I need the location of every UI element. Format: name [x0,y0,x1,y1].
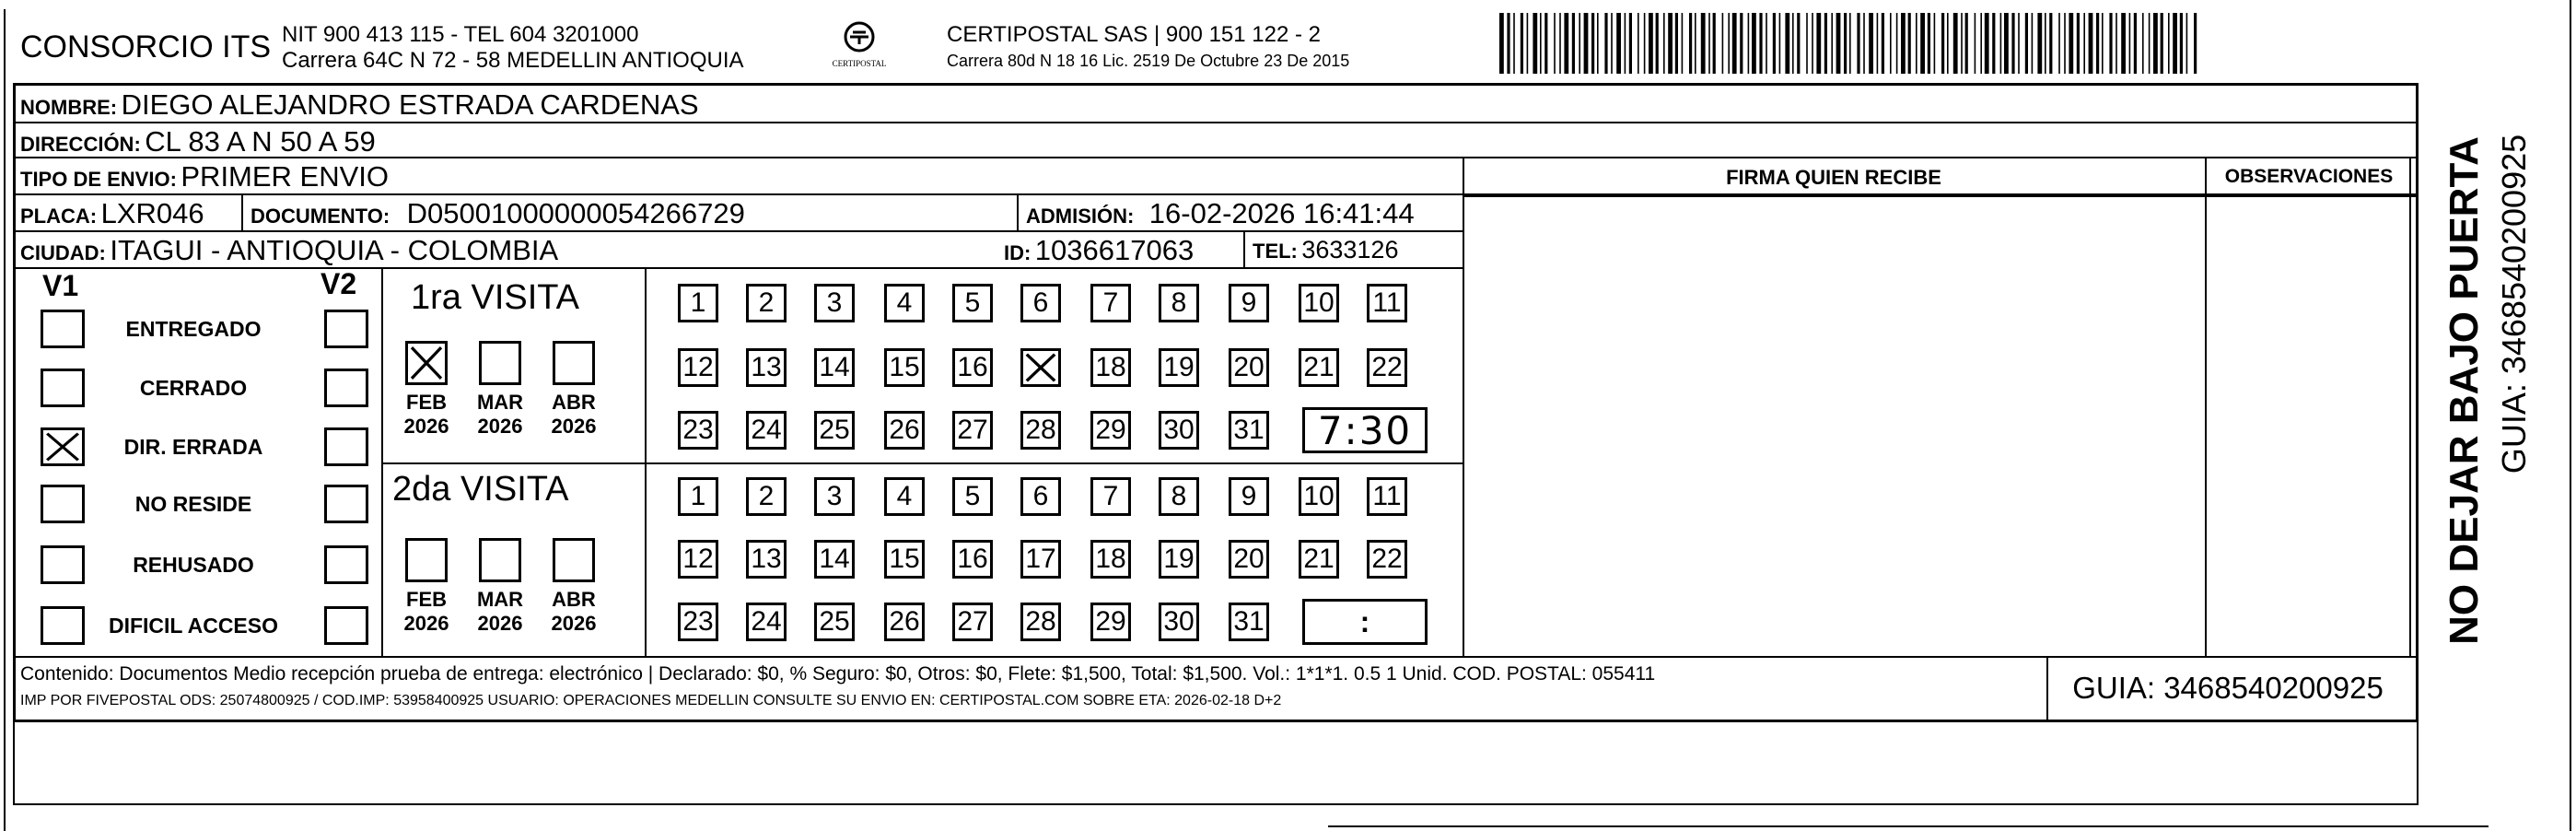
day-number: 20 [1233,352,1265,382]
visit2-day-2[interactable] [746,477,787,516]
visit2-month-label [466,588,534,636]
day-number: 8 [1171,481,1187,511]
visit1-month-label [392,391,460,439]
visit2-day-12[interactable] [678,540,718,579]
visit2-day-28[interactable] [1020,603,1061,641]
day-number: 21 [1303,544,1335,574]
status-label: REHUSADO [133,553,254,577]
month-name: MAR [476,391,524,414]
visit2-day-15[interactable] [884,540,925,579]
v1-checkbox-5[interactable] [41,606,85,645]
visit2-day-10[interactable] [1299,477,1339,516]
observaciones-header: OBSERVACIONES [2224,166,2394,187]
visit2-day-3[interactable] [814,477,855,516]
day-number: 1 [690,481,706,511]
v1-checkbox-1[interactable] [41,369,85,407]
visit2-day-18[interactable] [1090,540,1131,579]
day-number: 14 [819,352,850,382]
side-guia: GUIA: 3468540200925 [2495,134,2533,474]
status-label: CERRADO [139,376,248,400]
day-number: 26 [889,415,920,445]
visit2-day-27[interactable] [952,603,993,641]
day-number: 31 [1233,415,1265,445]
visit1-day-12[interactable] [678,348,718,387]
visit1-day-22[interactable] [1367,348,1407,387]
status-label: DIFICIL ACCESO [108,614,278,638]
tel-value: 3633126 [1301,236,1399,263]
visit1-day-11[interactable] [1367,284,1407,322]
certipostal-logo [831,20,888,72]
month-name: MAR [476,588,524,611]
documento-value: D05001000000054266729 [406,197,745,229]
day-number: 16 [957,544,988,574]
visit2-day-1[interactable] [678,477,718,516]
day-number: 6 [1032,481,1049,511]
day-number: 4 [896,287,913,318]
barcode [1499,13,2199,74]
day-number: 24 [751,415,782,445]
firma-header: FIRMA QUIEN RECIBE [1726,166,1941,189]
visit1-day-18[interactable] [1090,348,1131,387]
visit2-day-16[interactable] [952,540,993,579]
visit1-day-16[interactable] [952,348,993,387]
day-number: 15 [889,544,920,574]
documento-label: DOCUMENTO: [251,205,390,228]
v2-checkbox-3[interactable] [324,485,368,523]
visit1-day-30[interactable] [1159,411,1199,450]
admision-value: 16-02-2026 16:41:44 [1148,197,1415,229]
day-number: 27 [957,415,988,445]
day-number: 9 [1241,287,1257,318]
visit1-month-checkbox-1[interactable] [479,341,521,385]
visit2-day-5[interactable] [952,477,993,516]
day-number: 2 [758,287,775,318]
placa-value: LXR046 [100,197,204,229]
visit2-day-8[interactable] [1159,477,1199,516]
visit2-time-box[interactable] [1302,599,1428,645]
visit2-day-19[interactable] [1159,540,1199,579]
day-number: 17 [1025,544,1056,574]
day-number: 18 [1095,544,1126,574]
visit2-day-6[interactable] [1020,477,1061,516]
day-number: 16 [957,352,988,382]
day-number: 10 [1303,287,1335,318]
month-name: FEB [406,391,447,414]
carrier-line1: CERTIPOSTAL SAS | 900 151 122 - 2 [947,22,1321,47]
day-number: 19 [1163,544,1195,574]
day-number: 10 [1303,481,1335,511]
visit1-month-checkbox-0[interactable] [405,341,448,385]
visit2-time: : [1359,605,1370,638]
id-label: ID: [1004,241,1032,264]
lower-blank-box [13,722,2419,805]
day-number: 13 [751,544,782,574]
visit1-day-17[interactable] [1020,348,1061,387]
visit1-day-21[interactable] [1299,348,1339,387]
visit2-title: 2da VISITA [392,470,569,509]
v2-label: V2 [321,267,357,300]
day-number: 22 [1371,352,1403,382]
visit1-day-14[interactable] [814,348,855,387]
month-name: FEB [406,588,447,611]
visit2-month-checkbox-0[interactable] [405,538,448,582]
visit2-day-17[interactable] [1020,540,1061,579]
day-number: 29 [1095,415,1126,445]
observations-area[interactable] [2209,197,2407,654]
day-number: 3 [826,481,843,511]
visit1-day-3[interactable] [814,284,855,322]
visit1-day-7[interactable] [1090,284,1131,322]
day-number: 4 [896,481,913,511]
status-label: DIR. ERRADA [123,435,263,459]
visit1-day-31[interactable] [1229,411,1269,450]
day-number: 30 [1163,415,1195,445]
day-number: 3 [826,287,843,318]
visit2-day-22[interactable] [1367,540,1407,579]
visit1-day-25[interactable] [814,411,855,450]
visit2-day-24[interactable] [746,603,787,641]
visit1-day-28[interactable] [1020,411,1061,450]
day-number: 28 [1025,606,1056,637]
signature-area[interactable] [1466,197,2203,654]
month-year: 2026 [477,612,523,635]
visit2-month-label [392,588,460,636]
status-label: ENTREGADO [125,317,262,341]
tipo-envio-label: TIPO DE ENVIO: [20,168,177,191]
visit1-title: 1ra VISITA [411,278,580,317]
ciudad-label: CIUDAD: [20,241,106,264]
day-number: 7 [1102,287,1119,318]
day-number: 23 [682,415,714,445]
day-number: 28 [1025,415,1056,445]
visit2-day-29[interactable] [1090,603,1131,641]
day-number: 9 [1241,481,1257,511]
footer-line2: IMP POR FIVEPOSTAL ODS: 25074800925 / COD.IMP: 53958400925 USUARIO: OPERACIONES MEDELLIN CONSULTE SU ENVIO EN: CERTIPOSTAL.COM SOBRE ETA: 2026-02-18 D+2 [20,693,1282,708]
status-label: NO RESIDE [134,492,252,516]
visit1-day-4[interactable] [884,284,925,322]
company-name: CONSORCIO ITS [20,29,272,64]
day-number: 6 [1032,287,1049,318]
month-year: 2026 [551,612,597,635]
day-number: 5 [964,287,981,318]
day-number: 21 [1303,352,1335,382]
admision-label: ADMISIÓN: [1026,205,1135,228]
day-number: 25 [819,415,850,445]
visit1-day-29[interactable] [1090,411,1131,450]
day-number: 22 [1371,544,1403,574]
day-number: 19 [1163,352,1195,382]
month-year: 2026 [403,612,449,635]
visit1-day-20[interactable] [1229,348,1269,387]
visit1-month-checkbox-2[interactable] [553,341,595,385]
v2-checkbox-0[interactable] [324,310,368,348]
day-number: 31 [1233,606,1265,637]
tel-label: TEL: [1253,240,1298,263]
visit1-day-5[interactable] [952,284,993,322]
day-number: 29 [1095,606,1126,637]
day-number: 12 [682,352,714,382]
visit1-day-1[interactable] [678,284,718,322]
day-number: 23 [682,606,714,637]
visit1-day-15[interactable] [884,348,925,387]
v2-checkbox-1[interactable] [324,369,368,407]
visit2-day-31[interactable] [1229,603,1269,641]
logo-caption: CERTIPOSTAL [832,59,887,68]
v1-checkbox-2[interactable] [41,427,85,466]
visit1-day-8[interactable] [1159,284,1199,322]
visit1-time: 7:30 [1317,408,1413,453]
day-number: 26 [889,606,920,637]
visit1-month-label [540,391,608,439]
v1-checkbox-3[interactable] [41,485,85,523]
day-number: 13 [751,352,782,382]
visit2-day-20[interactable] [1229,540,1269,579]
visit1-day-27[interactable] [952,411,993,450]
visit1-month-label [466,391,534,439]
id-value: 1036617063 [1034,234,1195,266]
day-number: 20 [1233,544,1265,574]
visit1-day-13[interactable] [746,348,787,387]
visit2-day-14[interactable] [814,540,855,579]
carrier-line2: Carrera 80d N 18 16 Lic. 2519 De Octubre 23 De 2015 [947,52,1350,70]
day-number: 11 [1372,481,1402,511]
v1-checkbox-0[interactable] [41,310,85,348]
day-number: 8 [1171,287,1187,318]
visit2-month-label [540,588,608,636]
day-number: 15 [889,352,920,382]
visit1-day-19[interactable] [1159,348,1199,387]
visit2-day-26[interactable] [884,603,925,641]
nit-line: NIT 900 413 115 - TEL 604 3201000 [282,22,639,47]
visit2-day-13[interactable] [746,540,787,579]
placa-label: PLACA: [20,205,98,228]
visit1-day-23[interactable] [678,411,718,450]
visit2-day-25[interactable] [814,603,855,641]
no-dejar-warning: NO DEJAR BAJO PUERTA [2442,136,2487,645]
visit2-day-9[interactable] [1229,477,1269,516]
day-number: 25 [819,606,850,637]
visit2-day-7[interactable] [1090,477,1131,516]
month-year: 2026 [477,415,523,438]
visit2-day-30[interactable] [1159,603,1199,641]
day-number: 24 [751,606,782,637]
month-name: ABR [552,588,596,611]
day-number: 1 [690,287,706,318]
visit1-day-26[interactable] [884,411,925,450]
v2-checkbox-5[interactable] [324,606,368,645]
visit2-day-23[interactable] [678,603,718,641]
day-number: 14 [819,544,850,574]
day-number: 7 [1102,481,1119,511]
month-name: ABR [552,391,596,414]
month-year: 2026 [551,415,597,438]
day-number: 18 [1095,352,1126,382]
day-number: 5 [964,481,981,511]
footer-line1: Contenido: Documentos Medio recepción prueba de entrega: electrónico | Declarado: $0, % Seguro: $0, Otros: $0, Flete: $1,500, Total: $1,500. Vol.: 1*1*1. 0.5 1 Unid. COD. POSTAL: 055411 [20,663,1656,685]
address-line: Carrera 64C N 72 - 58 MEDELLIN ANTIOQUIA [282,48,744,73]
day-number: 30 [1163,606,1195,637]
day-number: 12 [682,544,714,574]
ciudad-value: ITAGUI - ANTIOQUIA - COLOMBIA [110,234,559,266]
month-year: 2026 [403,415,449,438]
visit2-month-checkbox-1[interactable] [479,538,521,582]
footer-guia: GUIA: 3468540200925 [2072,671,2384,705]
recipient-address: CL 83 A N 50 A 59 [145,125,376,158]
visit1-day-24[interactable] [746,411,787,450]
v2-checkbox-4[interactable] [324,545,368,584]
tipo-envio: PRIMER ENVIO [181,160,390,193]
day-number: 2 [758,481,775,511]
v1-checkbox-4[interactable] [41,545,85,584]
visit1-time-box[interactable] [1302,407,1428,453]
day-number: 11 [1372,287,1402,318]
visit1-day-2[interactable] [746,284,787,322]
visit2-day-21[interactable] [1299,540,1339,579]
nombre-label: NOMBRE: [20,96,118,119]
visit2-day-4[interactable] [884,477,925,516]
day-number: 27 [957,606,988,637]
v2-checkbox-2[interactable] [324,427,368,466]
visit1-day-9[interactable] [1229,284,1269,322]
visit2-month-checkbox-2[interactable] [553,538,595,582]
visit1-day-6[interactable] [1020,284,1061,322]
visit2-day-11[interactable] [1367,477,1407,516]
direccion-label: DIRECCIÓN: [20,133,141,156]
recipient-name: DIEGO ALEJANDRO ESTRADA CARDENAS [121,88,699,121]
v1-label: V1 [42,269,79,302]
visit1-day-10[interactable] [1299,284,1339,322]
